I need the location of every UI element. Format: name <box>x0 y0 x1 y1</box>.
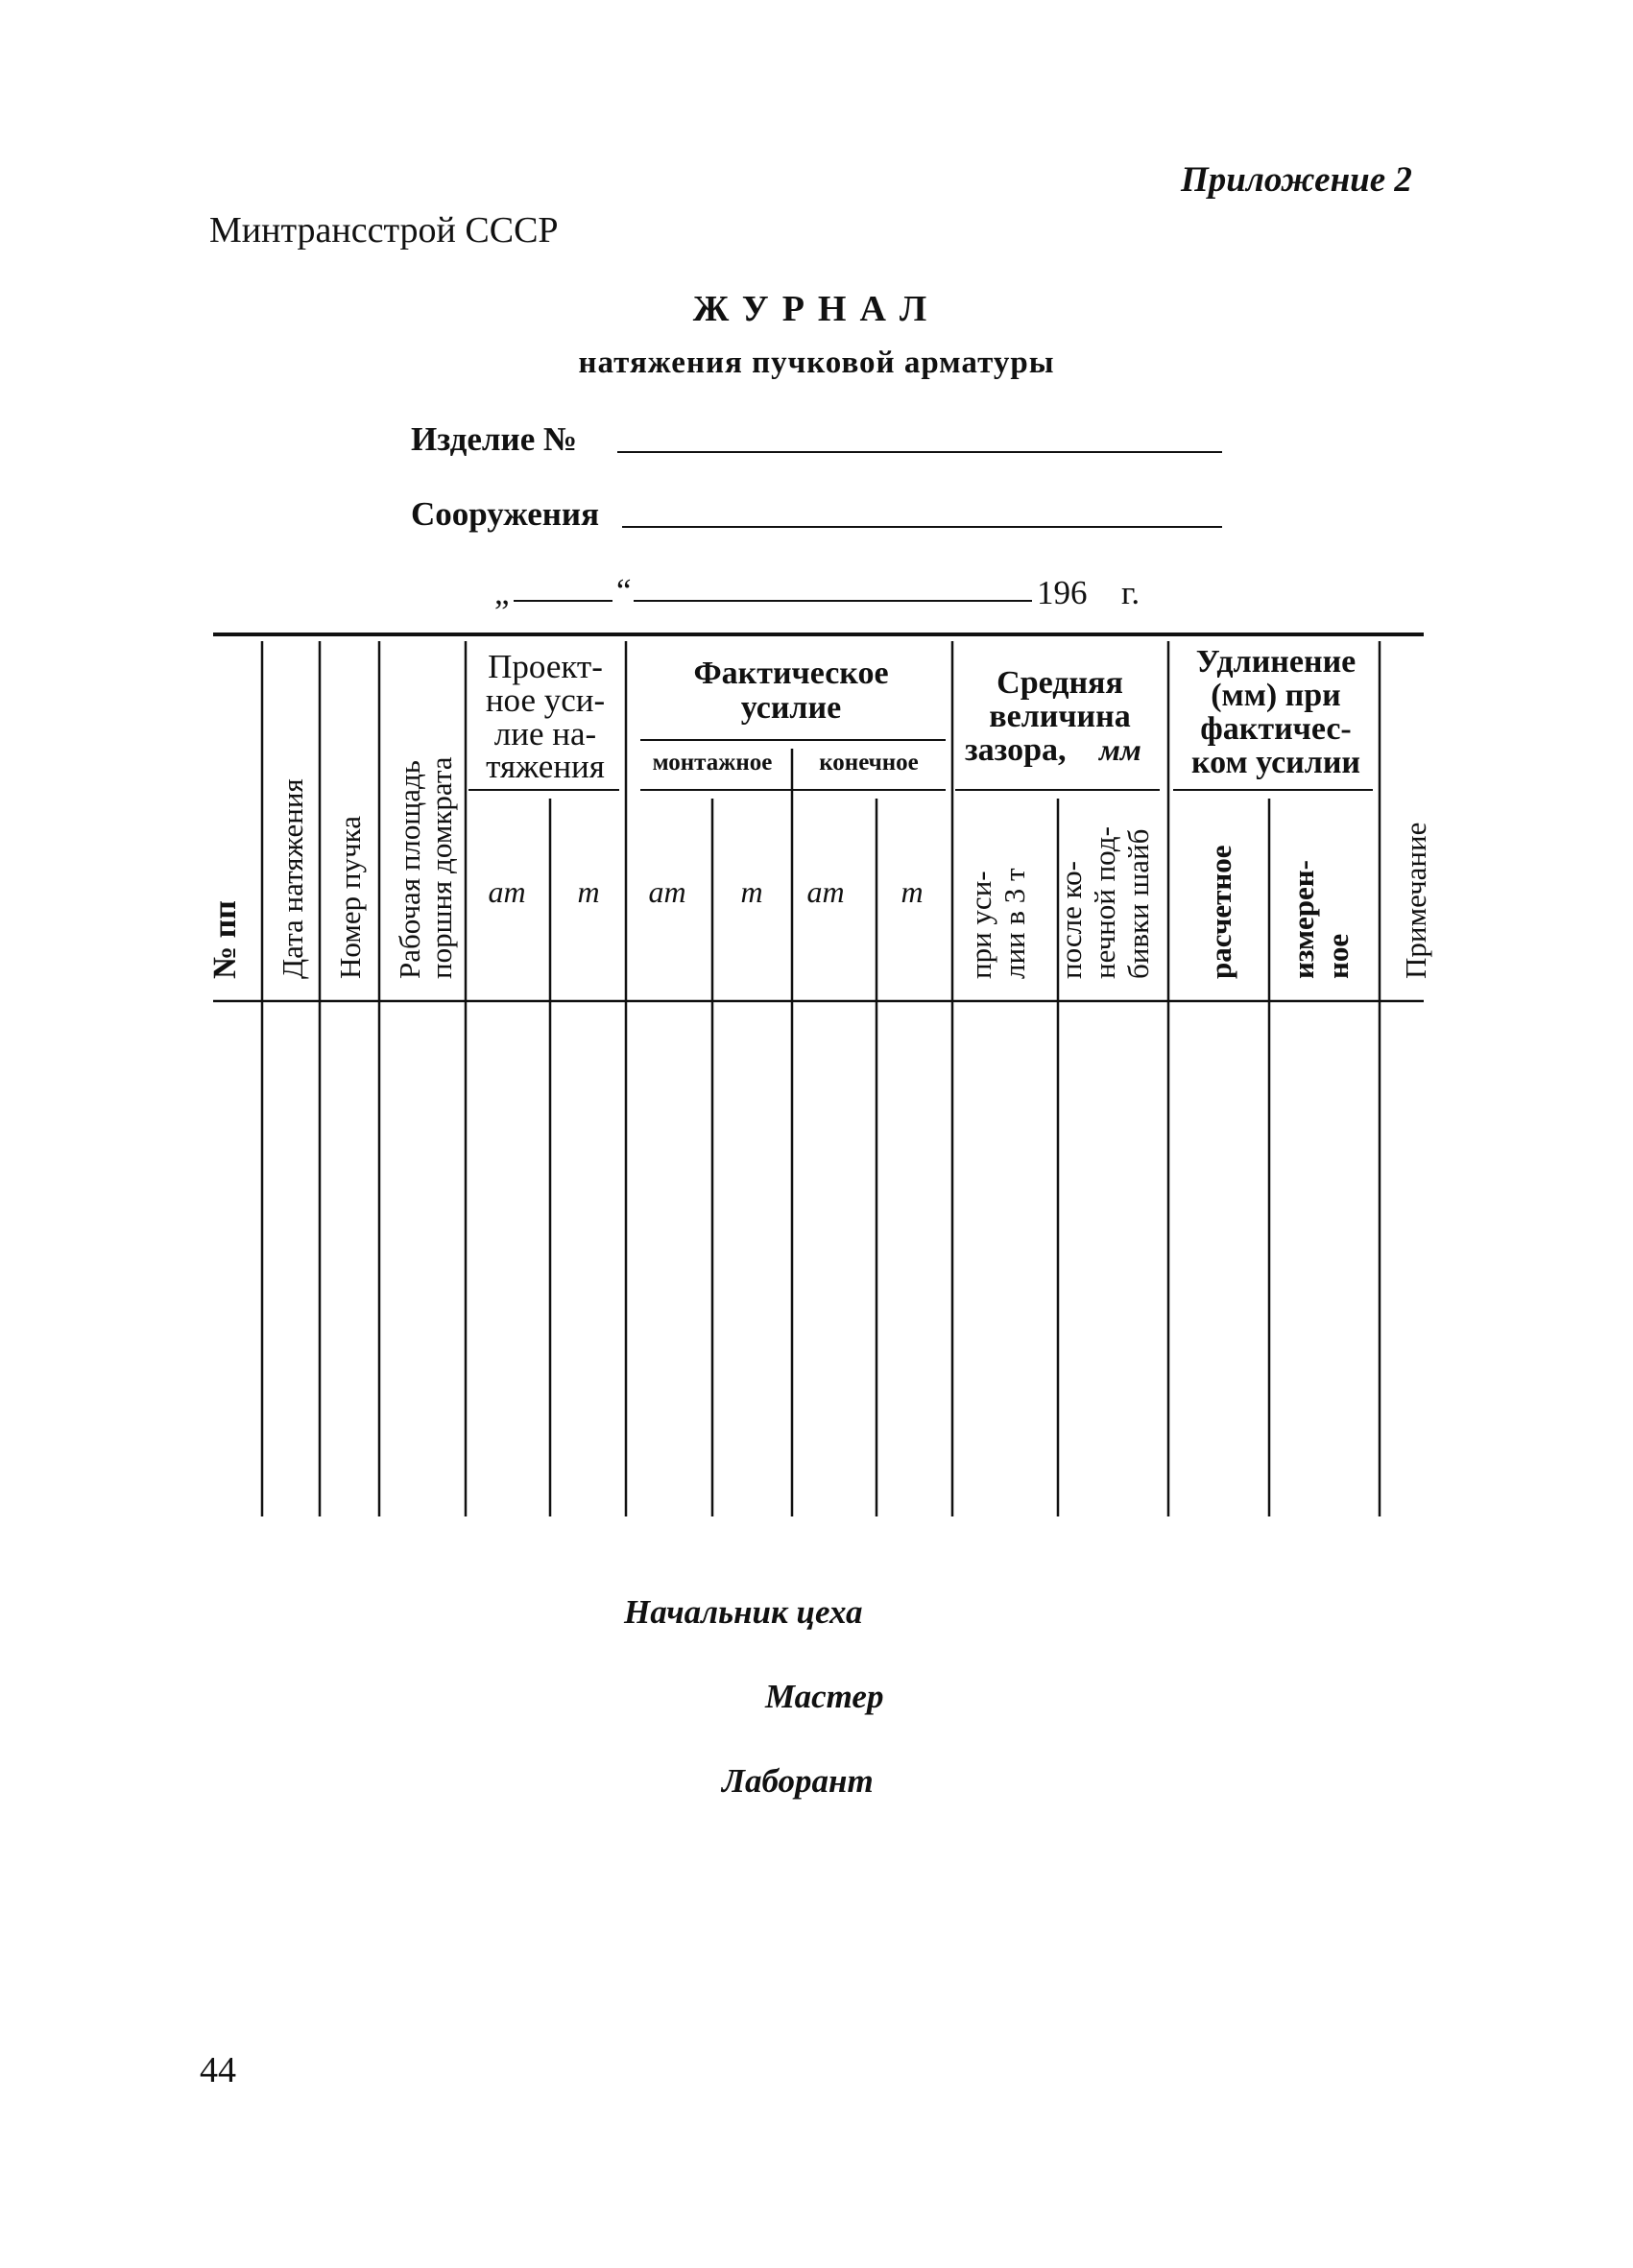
gap-line1: Средняя <box>997 665 1123 701</box>
date-open-quote: „ <box>494 574 510 611</box>
signature-chief: Начальник цеха <box>624 1593 863 1631</box>
journal-title: ЖУРНАЛ <box>692 289 941 329</box>
gap-sub2-line3: бивки шайб <box>1121 828 1155 979</box>
product-label: Изделие № <box>411 420 578 458</box>
col-header-note: Примечание <box>1399 822 1432 979</box>
design-line1: Проект- <box>488 648 603 685</box>
unit-mounting-at: ат <box>648 874 686 909</box>
col-header-area-line1: Рабочая площадь <box>393 760 426 979</box>
design-line2: ное уси- <box>485 681 606 719</box>
col-header-num: № пп <box>207 900 243 979</box>
gap-sub2-line1: после ко- <box>1054 861 1088 979</box>
unit-final-at: ат <box>806 874 845 909</box>
structure-label: Сооружения <box>411 495 600 533</box>
elong-meas-line2: ное <box>1321 933 1355 979</box>
gap-sub2-line2: нечной под- <box>1088 826 1121 979</box>
elong-line1: Удлинение <box>1195 644 1357 680</box>
design-line3: лие на- <box>493 715 597 752</box>
actual-line2: усилие <box>740 690 842 726</box>
col-header-date: Дата натяжения <box>276 778 309 979</box>
signature-master: Мастер <box>765 1678 884 1715</box>
actual-final: конечное <box>819 750 919 776</box>
actual-line1: Фактическое <box>693 656 889 691</box>
journal-subtitle: натяжения пучковой арматуры <box>578 346 1055 380</box>
gap-unit: мм <box>1099 732 1141 767</box>
design-line4: тяжения <box>486 748 605 785</box>
date-suffix: г. <box>1121 574 1141 611</box>
ministry-name: Минтрансстрой СССР <box>209 210 559 251</box>
appendix-label: Приложение 2 <box>1181 160 1412 200</box>
page-number: 44 <box>200 2050 236 2090</box>
unit-final-t: т <box>901 874 924 909</box>
gap-sub1-line2: лии в 3 т <box>997 868 1031 979</box>
elong-line2: (мм) при <box>1211 678 1341 713</box>
date-year: 196 <box>1037 574 1088 611</box>
actual-mounting: монтажное <box>652 750 773 776</box>
gap-line3: зазора, <box>965 732 1067 768</box>
signature-lab: Лаборант <box>722 1762 874 1800</box>
unit-design-t: т <box>577 874 600 909</box>
elong-calc: расчетное <box>1204 845 1237 979</box>
date-close-quote: “ <box>616 572 632 609</box>
unit-mounting-t: т <box>740 874 763 909</box>
elong-line4: ком усилии <box>1190 745 1361 780</box>
gap-sub1-line1: при уси- <box>964 871 997 979</box>
col-header-area-line2: поршня домкрата <box>424 756 458 979</box>
unit-design-at: ат <box>488 874 526 909</box>
elong-meas-line1: измерен- <box>1286 860 1320 979</box>
elong-line3: фактичес- <box>1200 711 1352 747</box>
gap-line2: величина <box>989 699 1131 734</box>
col-header-bundle: Номер пучка <box>333 816 367 979</box>
